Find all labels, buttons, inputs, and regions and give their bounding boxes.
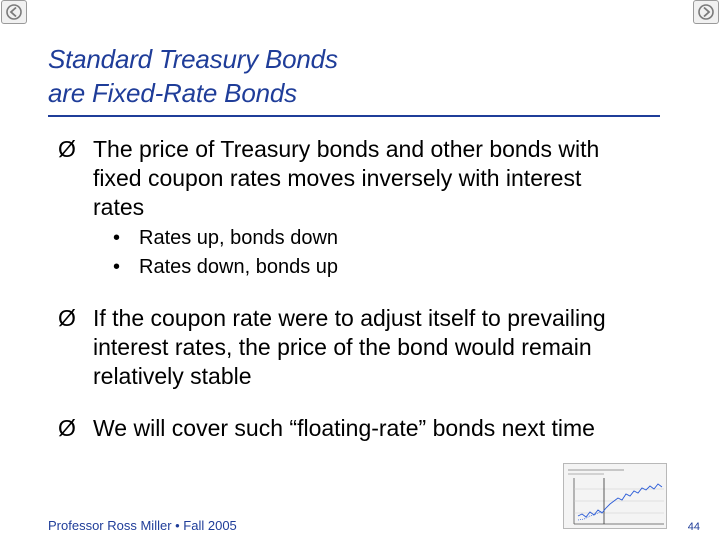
- arrow-bullet-icon: Ø: [58, 415, 76, 441]
- title-underline: [48, 115, 660, 117]
- bullet-text: If the coupon rate were to adjust itself to prevailing interest rates, the price of the bond would remain relatively stable: [93, 305, 606, 389]
- bullet-text: We will cover such “floating-rate” bonds next time: [93, 415, 595, 441]
- forward-arrow-icon: [697, 3, 715, 21]
- bullet-item: [58, 414, 698, 443]
- sub-bullet-item: [113, 253, 338, 282]
- forward-button[interactable]: [693, 0, 719, 24]
- slide-title: [48, 42, 338, 110]
- sub-bullet-item: [113, 224, 338, 253]
- bullet-text: The price of Treasury bonds and other bonds with fixed coupon rates moves inversely with interest rates: [93, 136, 600, 220]
- slide-title-line-2: are Fixed-Rate Bonds: [48, 78, 297, 108]
- sub-bullet-text: Rates down, bonds up: [139, 256, 339, 278]
- back-button[interactable]: [1, 0, 27, 24]
- bullet-item: [58, 304, 628, 391]
- slide-title-line-1: Standard Treasury Bonds: [48, 44, 338, 74]
- arrow-bullet-icon: Ø: [58, 305, 76, 331]
- sub-bullet-text: Rates up, bonds down: [139, 227, 339, 249]
- dot-bullet-icon: •: [113, 256, 121, 278]
- footer-credit: Professor Ross Miller • Fall 2005: [48, 518, 237, 533]
- bullet-item: [58, 135, 638, 222]
- dot-bullet-icon: •: [113, 227, 121, 249]
- chart-thumbnail: [563, 463, 667, 529]
- back-arrow-icon: [5, 3, 23, 21]
- chart-thumbnail-icon: [564, 464, 666, 528]
- page-number: 44: [687, 521, 700, 533]
- arrow-bullet-icon: Ø: [58, 136, 76, 162]
